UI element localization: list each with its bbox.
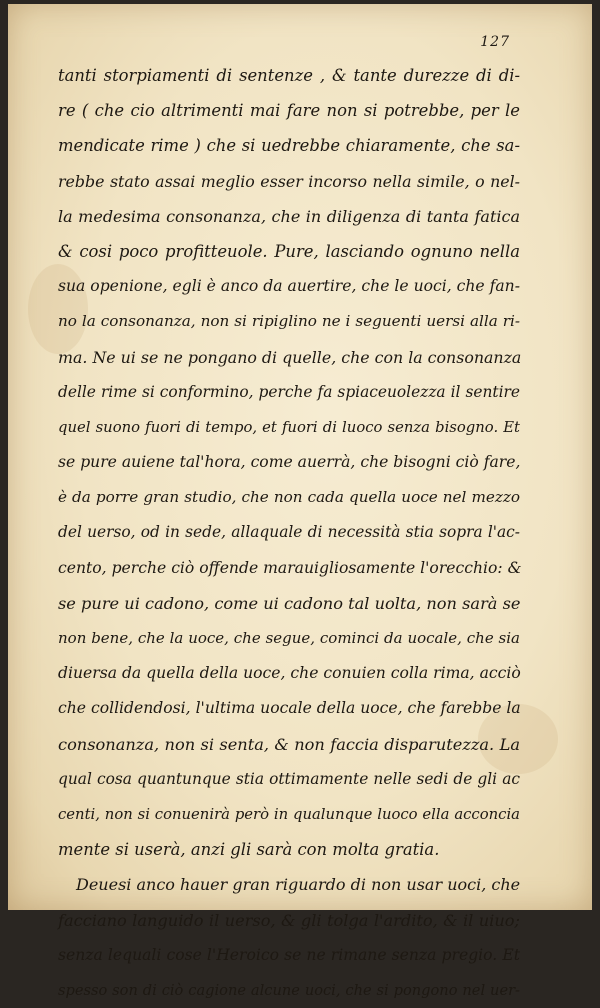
text-line: la medesima consonanza, che in diligenza di tanta fatica [58, 206, 520, 226]
text-line: se pure ui cadono, come ui cadono tal uolta, non sarà se [58, 593, 521, 613]
page-number: 127 [480, 34, 510, 50]
text-line: tanti storpiamenti di sentenze , & tante durezze di di- [58, 66, 520, 85]
book-page [8, 4, 592, 999]
paragraph-start-line: Deuesi anco hauer gran riguardo di non usar uoci, che [76, 875, 521, 895]
text-line: spesso son di ciò cagione alcune uoci, che si pongono nel uer- [58, 981, 520, 999]
text-line: che collidendosi, l'ultima uocale della uoce, che farebbe la [58, 699, 521, 718]
text-line: diuersa da quella della uoce, che conuien colla rima, acciò [58, 664, 521, 683]
text-line: del uerso, od in sede, allaquale di necessità stia sopra l'ac- [58, 523, 520, 542]
text-line: & cosi poco profitteuole. Pure, lasciando ognuno nella [58, 241, 520, 261]
text-line: mendicate rime ) che si uedrebbe chiaramente, che sa- [58, 136, 520, 156]
body-text [58, 58, 520, 1008]
text-line: re ( che cio altrimenti mai fare non si potrebbe, per le [58, 101, 520, 121]
text-line: qual cosa quantunque stia ottimamente nelle sedi de gli ac [58, 769, 520, 788]
text-line: è da porre gran studio, che non cada quella uoce nel mezzo [58, 488, 520, 507]
text-line: cento, perche ciò offende marauigliosamente l'orecchio: & [58, 558, 522, 577]
text-line: non bene, che la uoce, che segue, cominci da uocale, che sia [58, 629, 520, 647]
text-line: sua openione, egli è anco da auertire, che le uoci, che fan- [58, 277, 520, 296]
text-line: delle rime si conformino, perche fa spiaceuolezza il sentire [58, 382, 520, 401]
text-line: ma. Ne ui se ne pongano di quelle, che con la consonanza [58, 347, 522, 367]
text-line: quel suono fuori di tempo, et fuori di luoco senza bisogno. Et [58, 418, 520, 436]
text-line: consonanza, non si senta, & non faccia disparutezza. La [58, 734, 520, 754]
text-line: facciano languido il uerso, & gli tolga l'ardito, & il uiuo; [58, 910, 520, 930]
text-line: se pure auiene tal'hora, come auerrà, che bisogni ciò fare, [58, 453, 521, 472]
text-line: senza lequali cose l'Heroico se ne rimane senza pregio. Et [58, 945, 520, 964]
text-line: centi, non si conuenirà però in qualunque luoco ella acconcia [58, 805, 520, 823]
text-line: no la consonanza, non si ripiglino ne i seguenti uersi alla ri- [58, 312, 520, 331]
text-line: mente si userà, anzi gli sarà con molta gratia. [58, 840, 440, 860]
text-line: rebbe stato assai meglio esser incorso nella simile, o nel- [58, 171, 520, 191]
